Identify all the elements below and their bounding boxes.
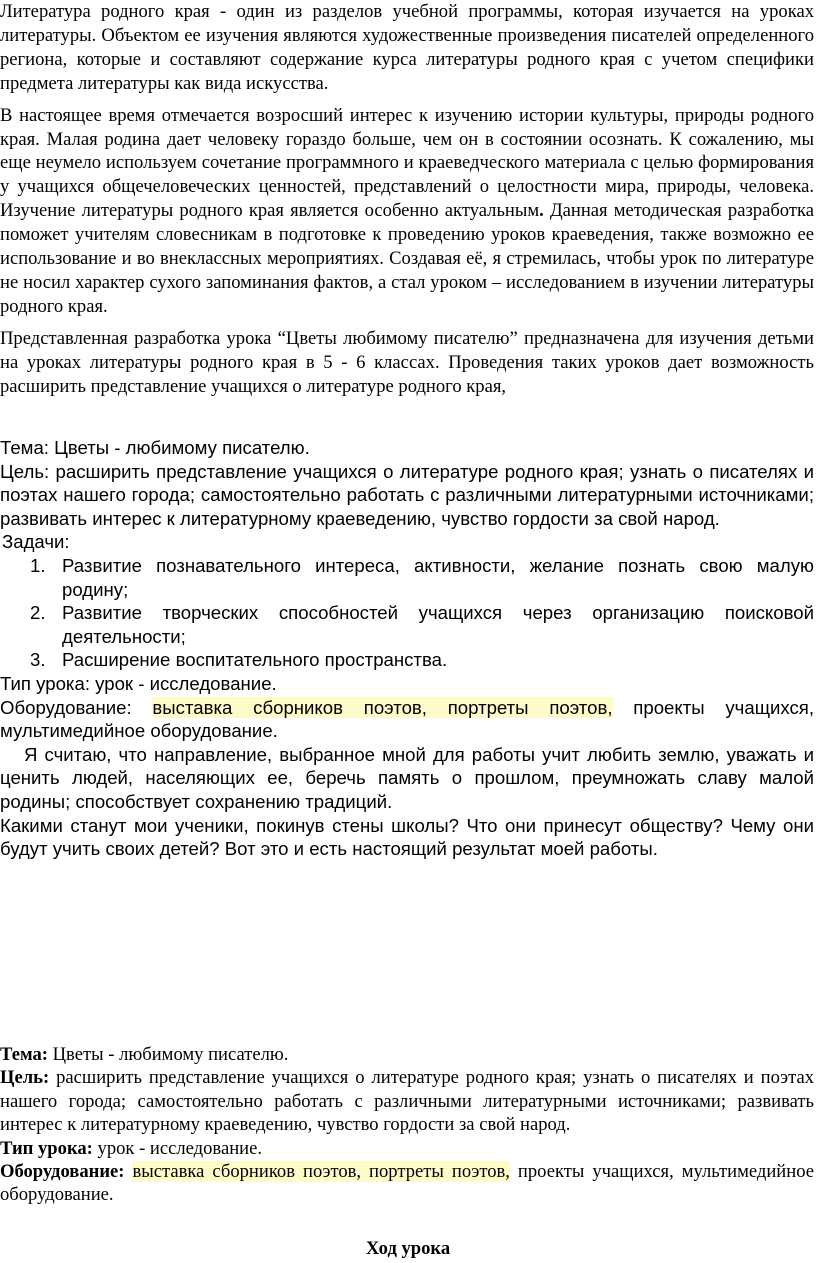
- lesson-equipment-highlight: выставка сборников поэтов, портреты поэтов,: [152, 696, 613, 718]
- lesson-type: Тип урока: урок - исследование.: [0, 672, 277, 694]
- summary-type-value: урок - исследование.: [92, 1137, 263, 1159]
- intro-paragraph-2: [0, 104, 814, 319]
- lesson-question: Какими станут мои ученики, покинув стены школы? Что они принесут обществу? Чему они будут учить своих детей? Вот это и есть настоящий результат моей работы.: [0, 814, 814, 860]
- lesson-tasks-list: [0, 554, 814, 672]
- lesson-tasks-label: Задачи:: [2, 531, 70, 553]
- summary-goal: [0, 1066, 814, 1136]
- summary-goal-value: расширить представление учащихся о литературе родного края; узнать о писателях и поэтах нашего города; самостоятельно работать с различными литературными источниками; развивать интерес к литературному краеведению, чувство гордости за свой народ.: [0, 1067, 814, 1136]
- lesson-plan-section: [0, 436, 814, 861]
- lesson-equipment-rest: проекты учащихся, мультимедийное оборудование.: [0, 696, 815, 742]
- summary-equipment-label: Оборудование:: [0, 1161, 125, 1183]
- intro-section: [0, 0, 814, 399]
- lesson-progress-heading: Ход урока: [365, 1238, 451, 1259]
- summary-theme: [0, 1043, 814, 1066]
- summary-type-label: Тип урока:: [0, 1137, 93, 1159]
- lesson-task-number: 2.: [30, 602, 46, 624]
- lesson-equipment-label: Оборудование:: [0, 696, 153, 718]
- lesson-task-item: [30, 648, 814, 672]
- summary-goal-label: Цель:: [0, 1067, 50, 1089]
- intro-paragraph-1: Литература родного края - один из разделов учебной программы, которая изучается на уроках литературы. Объектом ее изучения являются художественные произведения писателей определенного региона, которые и составляют содержание курса литературы родного края с учетом специфики предмета литературы как вида искусства.: [0, 1, 814, 94]
- lesson-task-item: [30, 554, 814, 601]
- lesson-task-number: 1.: [30, 554, 46, 576]
- summary-type: [0, 1137, 814, 1160]
- lesson-task-item: [30, 601, 814, 648]
- lesson-theme: Тема: Цветы - любимому писателю.: [0, 437, 310, 458]
- intro-paragraph-2-dot: .: [539, 200, 544, 222]
- lesson-summary-section: [0, 1043, 814, 1207]
- summary-equipment-rest: проекты учащихся, мультимедийное оборудование.: [0, 1161, 814, 1206]
- intro-paragraph-3: Представленная разработка урока “Цветы любимому писателю” предназначена для изучения детьми на уроках литературы родного края в 5 - 6 классах. Проведения таких уроков дает возможность расширить представление учащихся о литературе родного края,: [0, 327, 814, 397]
- summary-theme-value: Цветы - любимому писателю.: [47, 1044, 289, 1065]
- intro-paragraph-2-part-a: В настоящее время отмечается возросший интерес к изучению истории культуры, природы родного края. Малая родина дает человеку гораздо больше, чем он в состоянии осознать. К сожалению, мы еще неумело используем сочетание программного и краеведческого материала с целью формирования у учащихся общечеловеческих ценностей, представлений о целостности мира, природы, человека. Изучение литературы родного края является особенно актуальным: [0, 104, 814, 222]
- lesson-goal: Цель: расширить представление учащихся о литературе родного края; узнать о писателях и поэтах нашего города; самостоятельно работать с различными литературными источниками; развивать интерес к литературному краеведению, чувство гордости за свой народ.: [0, 460, 814, 529]
- intro-paragraph-2-part-b: Данная методическая разработка поможет учителям словесникам в подготовке к проведению уроков краеведения, также возможно ее использование и во внеклассных мероприятиях. Создавая её, я стремилась, чтобы урок по литературе не носил характер сухого запоминания фактов, а стал уроком – исследованием в изучении литературы родного края.: [0, 200, 814, 317]
- lesson-task-number: 3.: [30, 649, 46, 671]
- lesson-belief: Я считаю, что направление, выбранное мной для работы учит любить землю, уважать и ценить людей, населяющих ее, беречь память о прошлом, преумножать славу малой родины; способствует сохранению традиций.: [0, 743, 814, 812]
- lesson-task-text: Развитие познавательного интереса, активности, желание познать свою малую родину;: [62, 554, 814, 600]
- lesson-task-text: Развитие творческих способностей учащихся через организацию поисковой деятельности;: [62, 602, 814, 647]
- summary-equipment: [0, 1160, 814, 1207]
- lesson-equipment: [0, 696, 814, 743]
- summary-theme-label: Тема:: [0, 1044, 48, 1065]
- lesson-task-text: Расширение воспитательного пространства.: [62, 649, 448, 671]
- summary-equipment-highlight: выставка сборников поэтов, портреты поэтов,: [132, 1161, 510, 1183]
